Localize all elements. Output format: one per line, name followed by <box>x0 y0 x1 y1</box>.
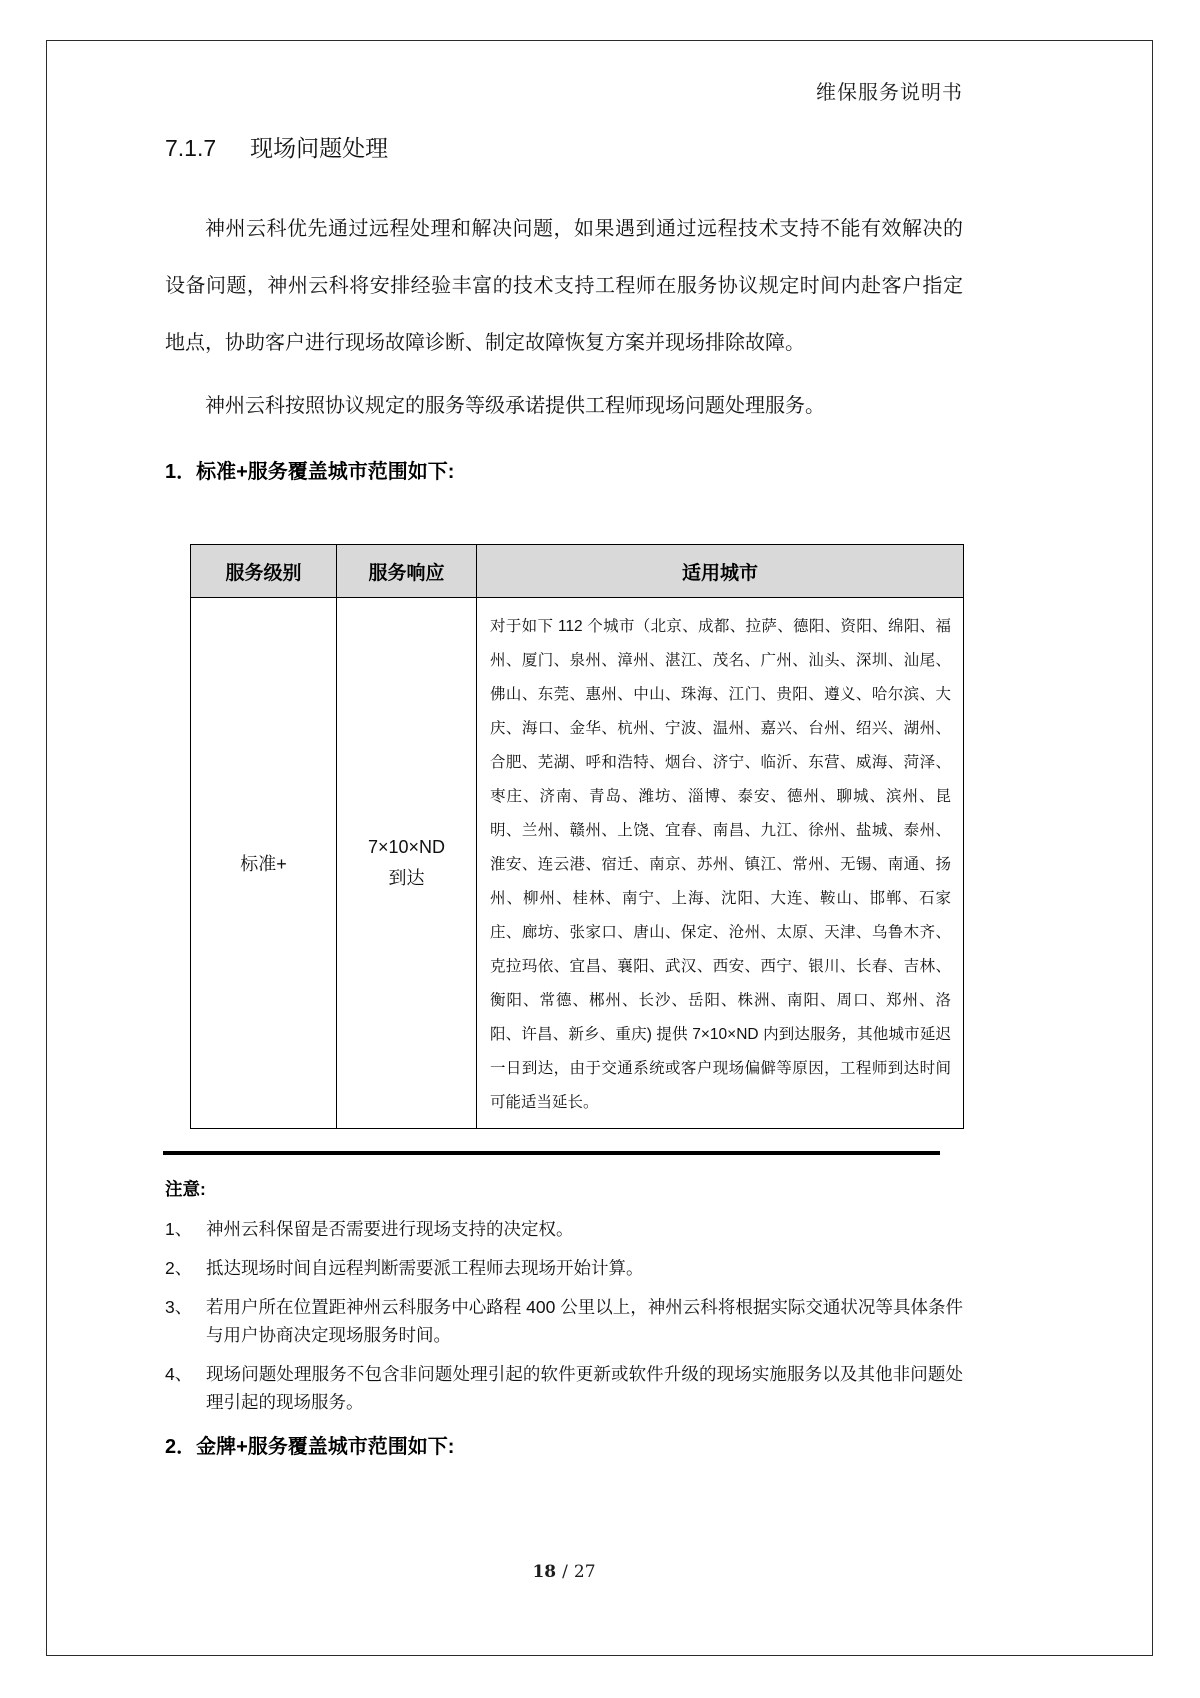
notes-list <box>165 1215 963 1416</box>
horizontal-divider <box>163 1151 940 1155</box>
column-header-service-level: 服务级别 <box>191 545 337 598</box>
note-item-1 <box>165 1215 963 1243</box>
note-number: 2、 <box>165 1258 193 1278</box>
note-text: 现场问题处理服务不包含非问题处理引起的软件更新或软件升级的现场实施服务以及其他非问题处理引起的现场服务。 <box>206 1364 963 1412</box>
page-content <box>165 0 963 1461</box>
cell-service-response <box>337 598 477 1129</box>
note-item-4 <box>165 1360 963 1416</box>
heading-gold-coverage: 2．金牌+服务覆盖城市范围如下: <box>165 1436 455 1458</box>
note-number: 3、 <box>165 1297 193 1317</box>
paragraph-intro: 神州云科优先通过远程处理和解决问题，如果遇到通过远程技术支持不能有效解决的设备问题，神州云科将安排经验丰富的技术支持工程师在服务协议规定时间内赴客户指定地点，协助客户进行现场故障诊断、制定故障恢复方案并现场排除故障。 <box>165 218 963 354</box>
page-total: 27 <box>573 1562 596 1582</box>
note-label: 注意: <box>165 1179 206 1199</box>
table-row <box>191 598 964 1129</box>
column-header-applicable-cities: 适用城市 <box>477 545 964 598</box>
response-sla: 7×10×ND <box>367 837 446 857</box>
service-coverage-table <box>190 544 964 1129</box>
response-arrival: 到达 <box>388 868 425 888</box>
paragraph-commitment: 神州云科按照协议规定的服务等级承诺提供工程师现场问题处理服务。 <box>205 395 825 417</box>
cell-service-level: 标准+ <box>191 598 337 1129</box>
note-item-3 <box>165 1293 963 1349</box>
section-number: 7.1.7 <box>165 135 217 161</box>
heading-standard-coverage: 1．标准+服务覆盖城市范围如下: <box>165 461 455 483</box>
section-title-text: 现场问题处理 <box>250 135 389 161</box>
page-number: 18 <box>532 1562 557 1582</box>
page-separator: / <box>562 1562 568 1582</box>
cell-applicable-cities: 对于如下 112 个城市（北京、成都、拉萨、德阳、资阳、绵阳、福州、厦门、泉州、漳州、湛江、茂名、广州、汕头、深圳、汕尾、佛山、东莞、惠州、中山、珠海、江门、贵阳、遵义、哈尔滨、大庆、海口、金华、杭州、宁波、温州、嘉兴、台州、绍兴、湖州、合肥、芜湖、呼和浩特、烟台、济宁、临沂、东营、威海、菏泽、枣庄、济南、青岛、潍坊、淄博、泰安、德州、聊城、滨州、昆明、兰州、赣州、上饶、宜春、南昌、九江、徐州、盐城、泰州、淮安、连云港、宿迁、南京、苏州、镇江、常州、无锡、南通、扬州、柳州、桂林、南宁、上海、沈阳、大连、鞍山、邯郸、石家庄、廊坊、张家口、唐山、保定、沧州、太原、天津、乌鲁木齐、克拉玛依、宜昌、襄阳、武汉、西安、西宁、银川、长春、吉林、衡阳、常德、郴州、长沙、岳阳、株洲、南阳、周口、郑州、洛阳、许昌、新乡、重庆) 提供 7×10×ND 内到达服务，其他城市延迟一日到达，由于交通系统或客户现场偏僻等原因，工程师到达时间可能适当延长。 <box>477 598 964 1129</box>
note-item-2 <box>165 1254 963 1282</box>
section-title <box>165 133 963 163</box>
note-number: 4、 <box>165 1364 193 1384</box>
page-footer <box>165 1562 963 1582</box>
note-text: 抵达现场时间自远程判断需要派工程师去现场开始计算。 <box>206 1258 644 1278</box>
note-text: 神州云科保留是否需要进行现场支持的决定权。 <box>206 1219 574 1239</box>
table-header-row <box>191 545 964 598</box>
note-number: 1、 <box>165 1219 193 1239</box>
column-header-service-response: 服务响应 <box>337 545 477 598</box>
running-header: 维保服务说明书 <box>816 80 963 104</box>
note-text: 若用户所在位置距神州云科服务中心路程 400 公里以上，神州云科将根据实际交通状况等具体条件与用户协商决定现场服务时间。 <box>206 1297 963 1345</box>
